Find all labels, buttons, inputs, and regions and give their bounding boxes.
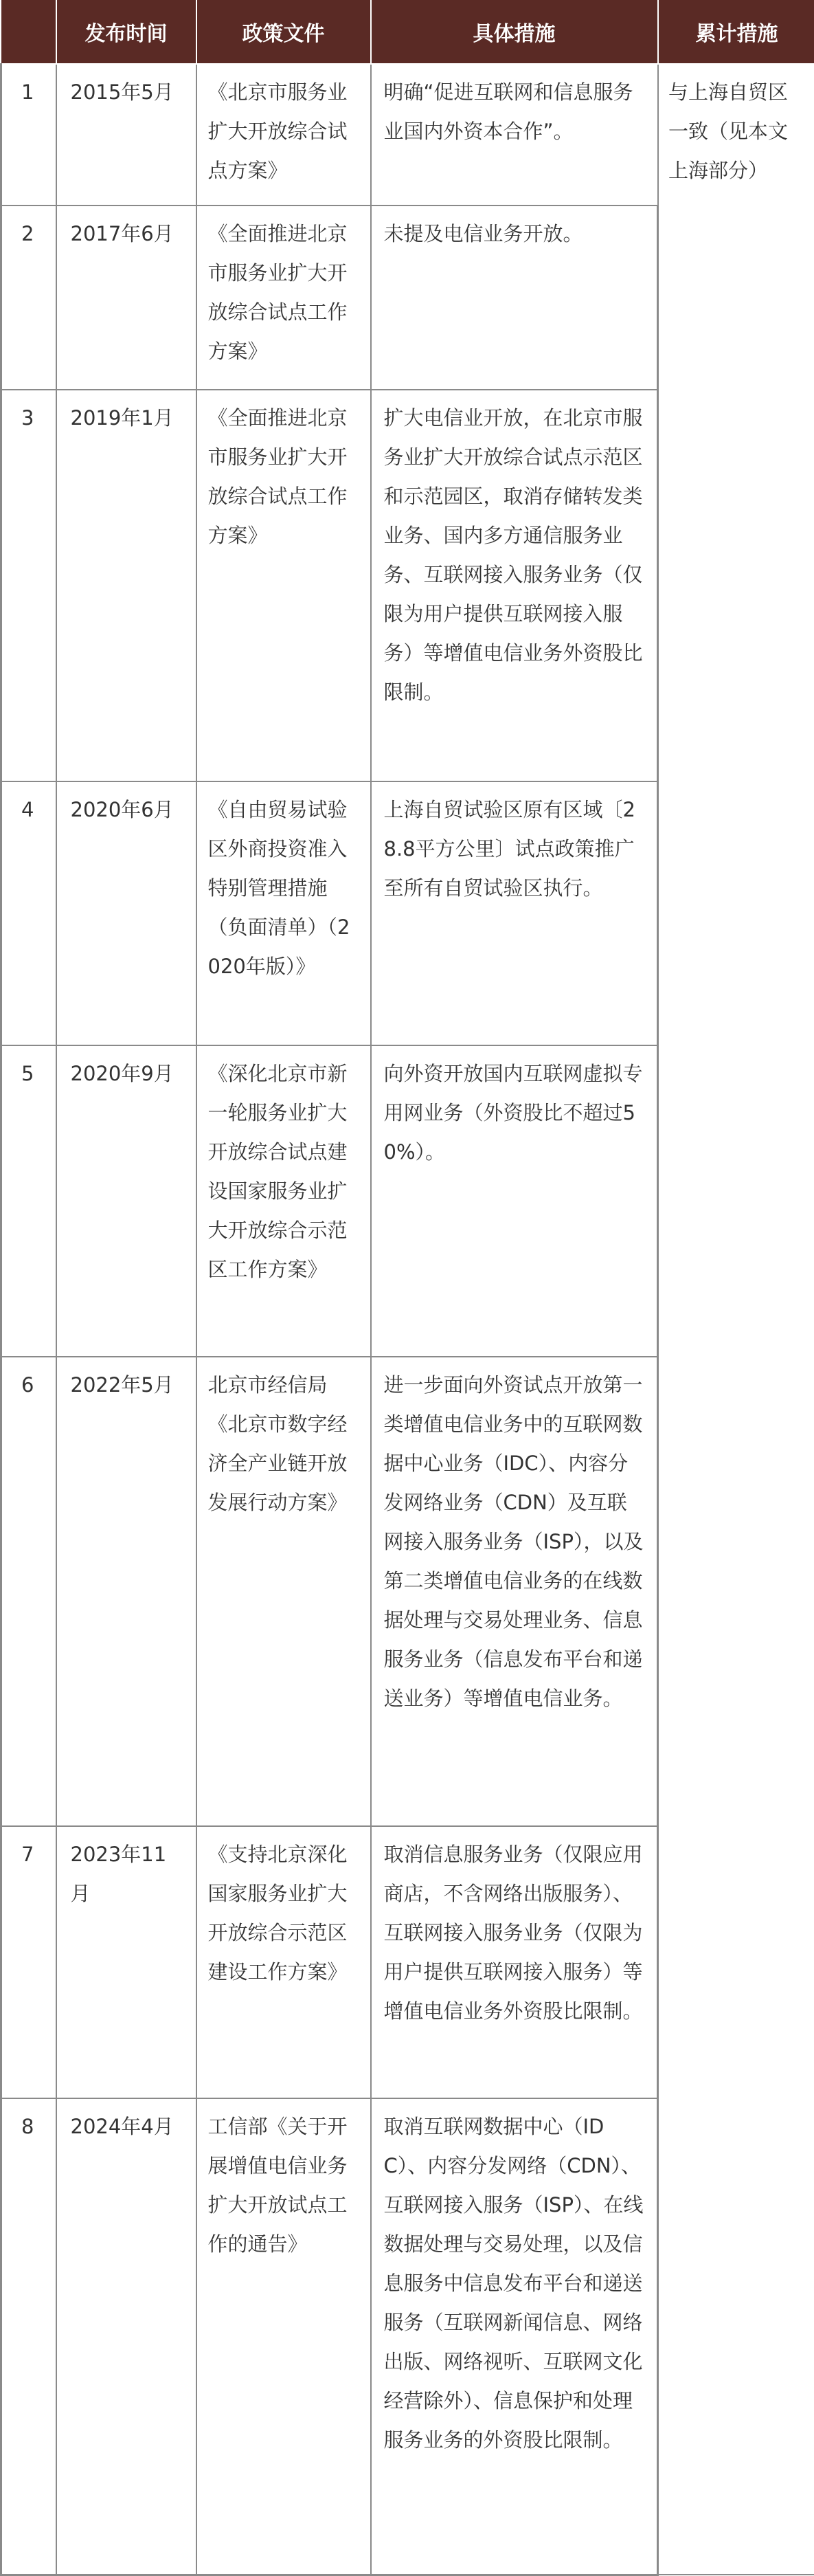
row-measure: 取消互联网数据中心（IDC）、内容分发网络（CDN）、互联网接入服务（ISP）、在线数据处理与交易处理，以及信息服务中信息发布平台和递送服务（互联网新闻信息、网络出版、网络视听、互联网文化经营除外）、信息保护和处理服务业务的外资股比限制。 (371, 2098, 658, 2575)
row-measure: 取消信息服务业务（仅限应用商店，不含网络出版服务）、互联网接入服务业务（仅限为用户提供互联网接入服务）等增值电信业务外资股比限制。 (371, 1826, 658, 2098)
row-date: 2015年5月 (56, 64, 196, 206)
row-date: 2022年5月 (56, 1357, 196, 1826)
row-measure: 未提及电信业务开放。 (371, 206, 658, 390)
row-number: 5 (1, 1045, 56, 1357)
row-measure: 上海自贸试验区原有区域〔28.8平方公里〕试点政策推广至所有自贸试验区执行。 (371, 781, 658, 1045)
row-number: 2 (1, 206, 56, 390)
row-document: 北京市经信局《北京市数字经济全产业链开放发展行动方案》 (196, 1357, 371, 1826)
row-date: 2023年11月 (56, 1826, 196, 2098)
header-document: 政策文件 (196, 0, 371, 64)
row-date: 2024年4月 (56, 2098, 196, 2575)
row-date: 2020年6月 (56, 781, 196, 1045)
row-measure: 明确“促进互联网和信息服务业国内外资本合作”。 (371, 64, 658, 206)
row-measure: 向外资开放国内互联网虚拟专用网业务（外资股比不超过50%）。 (371, 1045, 658, 1357)
row-number: 4 (1, 781, 56, 1045)
row-number: 7 (1, 1826, 56, 2098)
row-measure: 扩大电信业开放，在北京市服务业扩大开放综合试点示范区和示范园区，取消存储转发类业务、国内多方通信服务业务、互联网接入服务业务（仅限为用户提供互联网接入服务）等增值电信业务外资股比限制。 (371, 390, 658, 781)
row-document: 《全面推进北京市服务业扩大开放综合试点工作方案》 (196, 206, 371, 390)
row-number: 8 (1, 2098, 56, 2575)
row-document: 《全面推进北京市服务业扩大开放综合试点工作方案》 (196, 390, 371, 781)
row-document: 《支持北京深化国家服务业扩大开放综合示范区建设工作方案》 (196, 1826, 371, 2098)
row-date: 2019年1月 (56, 390, 196, 781)
header-measure: 具体措施 (371, 0, 658, 64)
row-number: 6 (1, 1357, 56, 1826)
header-row (1, 0, 814, 64)
row-number: 1 (1, 64, 56, 206)
row-document: 工信部《关于开展增值电信业务扩大开放试点工作的通告》 (196, 2098, 371, 2575)
row-date: 2020年9月 (56, 1045, 196, 1357)
row-measure: 进一步面向外资试点开放第一类增值电信业务中的互联网数据中心业务（IDC）、内容分发网络业务（CDN）及互联网接入服务业务（ISP），以及第二类增值电信业务的在线数据处理与交易处理业务、信息服务业务（信息发布平台和递送业务）等增值电信业务。 (371, 1357, 658, 1826)
row-document: 《北京市服务业扩大开放综合试点方案》 (196, 64, 371, 206)
row-number: 3 (1, 390, 56, 781)
row-date: 2017年6月 (56, 206, 196, 390)
header-date: 发布时间 (56, 0, 196, 64)
header-cumulative: 累计措施 (658, 0, 814, 64)
header-number (1, 0, 56, 64)
row-document: 《深化北京市新一轮服务业扩大开放综合试点建设国家服务业扩大开放综合示范区工作方案》 (196, 1045, 371, 1357)
table-row (1, 64, 814, 206)
cumulative-measure: 与上海自贸区一致（见本文上海部分） (658, 64, 814, 2575)
row-document: 《自由贸易试验区外商投资准入特别管理措施（负面清单）（2020年版）》 (196, 781, 371, 1045)
